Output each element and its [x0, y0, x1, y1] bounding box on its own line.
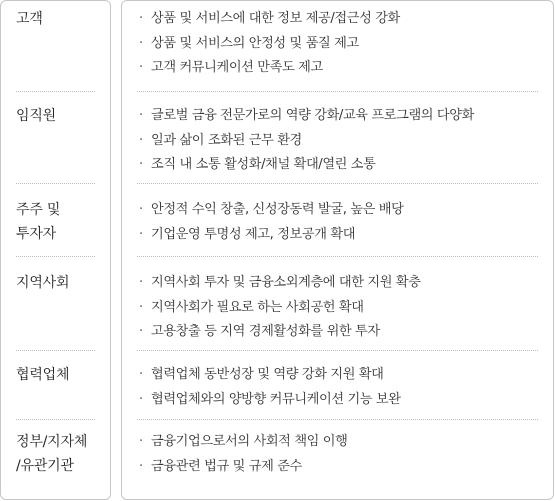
list-item: · 지역사회가 필요로 하는 사회공헌 확대 [137, 296, 545, 321]
category-divider [16, 91, 95, 92]
category-divider [16, 256, 95, 257]
category-community: 지역사회 [16, 275, 70, 291]
list-item: · 금융기업으로서의 사회적 책임 이행 [137, 430, 545, 455]
bullet-icon: · [139, 367, 143, 382]
category-partners: 협력업체 [16, 367, 70, 383]
list-item: · 협력업체 동반성장 및 역량 강화 지원 확대 [137, 363, 545, 388]
bullet-icon: · [139, 458, 143, 474]
list-item: · 안정적 수익 창출, 신성장동력 발굴, 높은 배당 [137, 198, 545, 223]
bullet-icon: · [139, 299, 143, 315]
bullet-icon: · [139, 434, 143, 449]
bullet-icon: · [139, 157, 143, 173]
list-item: · 고객 커뮤니케이션 만족도 제고 [137, 56, 545, 81]
category-customer: 고객 [16, 11, 43, 27]
category-shareholders [16, 198, 60, 246]
bullet-icon: · [139, 60, 143, 76]
list-item: · 기업운영 투명성 제고, 정보공개 확대 [137, 223, 545, 248]
details-divider [137, 91, 538, 92]
customer-items [137, 7, 545, 81]
category-divider [16, 183, 95, 184]
bullet-icon: · [139, 202, 143, 217]
bullet-icon: · [139, 11, 143, 26]
bullet-icon: · [139, 226, 143, 242]
details-divider [137, 183, 538, 184]
bullet-icon: · [139, 35, 143, 51]
details-divider [137, 350, 538, 351]
details-column [121, 0, 554, 500]
bullet-icon: · [139, 324, 143, 340]
details-divider [137, 256, 538, 257]
community-items [137, 271, 545, 345]
shareholder-items [137, 198, 545, 247]
bullet-icon: · [139, 132, 143, 148]
list-item: · 상품 및 서비스에 대한 정보 제공/접근성 강화 [137, 7, 545, 32]
category-divider [16, 350, 95, 351]
list-item: · 상품 및 서비스의 안정성 및 품질 제고 [137, 32, 545, 57]
category-shareholders-line-2: 투자자 [16, 226, 56, 242]
bullet-icon: · [139, 275, 143, 290]
category-shareholders-line-1: 주주 및 [16, 202, 61, 218]
bullet-icon: · [139, 391, 143, 407]
list-item: · 지역사회 투자 및 금융소외계층에 대한 지원 확충 [137, 271, 545, 296]
employee-items [137, 104, 545, 178]
bullet-icon: · [139, 108, 143, 123]
list-item: · 금융관련 법규 및 규제 준수 [137, 455, 545, 480]
category-column [0, 0, 111, 500]
government-items [137, 430, 545, 479]
list-item: · 조직 내 소통 활성화/채널 확대/열린 소통 [137, 153, 545, 178]
category-government-line-1: 정부/지자체 [16, 434, 88, 450]
partner-items [137, 363, 545, 412]
details-divider [137, 419, 538, 420]
list-item: · 일과 삶이 조화된 근무 환경 [137, 129, 545, 154]
category-divider [16, 419, 95, 420]
category-government [16, 430, 87, 478]
category-employees: 임직원 [16, 108, 56, 124]
list-item: · 협력업체와의 양방향 커뮤니케이션 기능 보완 [137, 388, 545, 413]
list-item: · 글로벌 금융 전문가로의 역량 강화/교육 프로그램의 다양화 [137, 104, 545, 129]
category-government-line-2: /유관기관 [16, 458, 74, 474]
list-item: · 고용창출 등 지역 경제활성화를 위한 투자 [137, 320, 545, 345]
